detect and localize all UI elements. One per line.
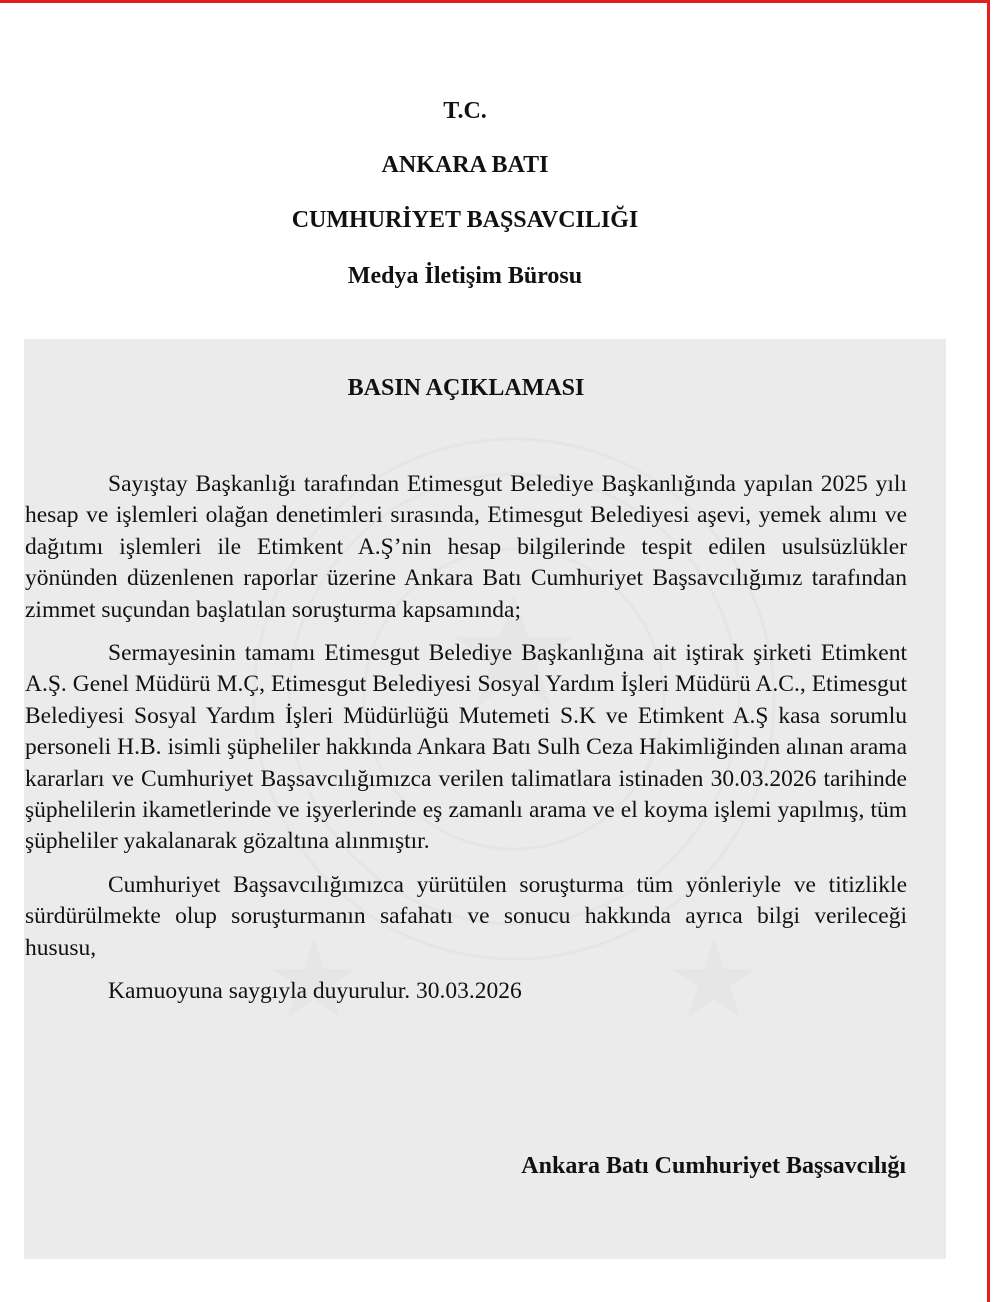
header-republic: T.C.: [443, 98, 487, 124]
statement-paragraph: Sayıştay Başkanlığı tarafından Etimesgut Belediye Başkanlığında yapılan 2025 yılı hesap ve işlemleri olağan denetimleri sırasında, Etimesgut Belediyesi aşevi, yemek alımı ve dağıtımı işlemleri ile Etimkent A.Ş’nin hesap bilgilerinde tespit edilen usulsüzlükler yönünden düzenlenen raporlar üzerine Ankara Batı Cumhuriyet Başsavcılığımız tarafından zimmet suçundan başlatılan soruşturma kapsamında;: [25, 471, 907, 623]
statement-paragraph: Cumhuriyet Başsavcılığımızca yürütülen soruşturma tüm yönleriyle ve titizlikle sürdürülmekte olup soruşturmanın safahatı ve sonucu hakkında ayrıca bilgi verileceği hususu,: [25, 871, 907, 961]
header-media-bureau: Medya İletişim Bürosu: [347, 263, 583, 289]
header-prosecutor-office: CUMHURİYET BAŞSAVCILIĞI: [291, 207, 639, 233]
statement-paragraph: Sermayesinin tamamı Etimesgut Belediye Başkanlığına ait iştirak şirketi Etimkent A.Ş. Genel Müdürü M.Ç, Etimesgut Belediyesi Sosyal Yardım İşleri Müdürü A.C., Etimesgut Belediyesi Sosyal Yardım İşleri Müdürlüğü Mutemeti S.K ve Etimkent A.Ş kasa sorumlu personeli H.B. isimli şüpheliler hakkında Ankara Batı Sulh Ceza Hakimliğinden alınan arama kararları ve Cumhuriyet Başsavcılığımızca verilen talimatlara istinaden 30.03.2026 tarihinde şüphelilerin ikametlerinde ve işyerlerinde eş zamanlı arama ve el koyma işlemi yapılmış, tüm şüpheliler yakalanarak gözaltına alınmıştır.: [25, 640, 907, 855]
statement-body: [25, 469, 907, 1008]
statement-title: BASIN AÇIKLAMASI: [347, 375, 585, 401]
press-statement-panel: [24, 339, 946, 1259]
statement-signature: Ankara Batı Cumhuriyet Başsavcılığı: [521, 1153, 906, 1179]
statement-closing: Kamuoyuna saygıyla duyurulur. 30.03.2026: [108, 978, 522, 1005]
page-border-right: [987, 0, 990, 1302]
header-city: ANKARA BATI: [381, 152, 549, 178]
page-border-top: [0, 0, 990, 3]
